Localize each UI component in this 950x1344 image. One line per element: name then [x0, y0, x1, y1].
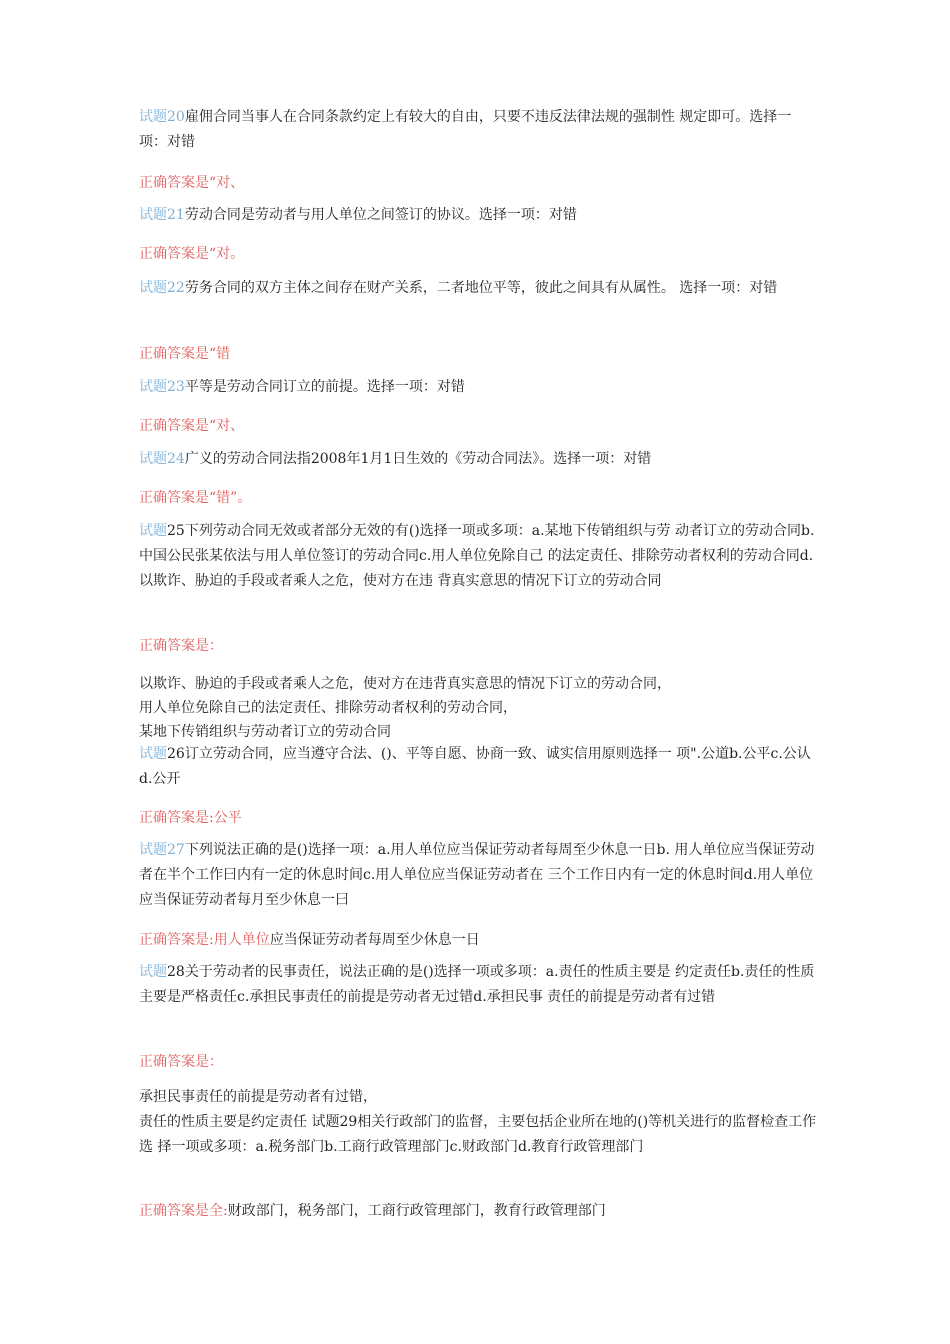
- question-label: 试题: [139, 964, 167, 980]
- question-text: 25下列劳动合同无效或者部分无效的有()选择一项或多项：a.某地下传销组织与劳 动者订立的劳动合同b.中国公民张某依法与用人单位签订的劳动合同c.用人单位免除自己 的法定责任、排除劳动者权利的劳动合同d.以欺诈、胁迫的手段或者乘人之危，使对方在违 背真实意思的情况下订立的劳动合同: [139, 523, 815, 589]
- question-label: 试题24: [139, 451, 185, 467]
- question-22: [139, 276, 817, 301]
- question-label: 试题21: [139, 207, 185, 223]
- question-label: 试题: [139, 746, 167, 762]
- answer-label: 正确答案是“对。: [139, 246, 245, 262]
- question-text: 雇佣合同当事人在合同条款约定上有较大的自由，只要不违反法律法规的强制性 规定即可。选择一项：对错: [139, 109, 792, 150]
- question-28: [139, 960, 817, 1010]
- answer-label: 正确答案是“错”。: [139, 490, 252, 506]
- question-21: [139, 203, 817, 228]
- question-20: [139, 105, 817, 155]
- answer-28-line-1: 承担民事责任的前提是劳动者有过错，: [139, 1089, 377, 1105]
- question-label: 试题23: [139, 379, 185, 395]
- question-text: 28关于劳动者的民事责任，说法正确的是()选择一项或多项：a.责任的性质主要是 约定责任b.责任的性质主要是严格责任c.承担民事责任的前提是劳动者无过错d.承担民事 责任的前提是劳动者有过错: [139, 964, 815, 1005]
- answer-label: 正确答案是:公平: [139, 810, 242, 826]
- answer-label: 正确答案是全:: [139, 1203, 228, 1219]
- answer-25-line-3: 某地下传销组织与劳动者订立的劳动合同: [139, 724, 391, 740]
- question-label: 试题20: [139, 109, 185, 125]
- answer-27: [139, 928, 817, 953]
- question-text: 广义的劳动合同法指2008年1月1日生效的《劳动合同法》。选择一项：对错: [184, 451, 652, 467]
- question-label: 试题: [139, 523, 167, 539]
- question-text: 劳务合同的双方主体之间存在财产关系，二者地位平等，彼此之间具有从属性。 选择一项：对错: [184, 280, 778, 296]
- question-26: [139, 742, 817, 792]
- answer-25-line-2: 用人单位免除自己的法定责任、排除劳动者权利的劳动合同，: [139, 700, 517, 716]
- answer-28-line-2-and-question-29: 责任的性质主要是约定责任 试题29相关行政部门的监督，主要包括企业所在地的()等机关进行的监督检查工作选 择一项或多项：a.税务部门b.工商行政管理部门c.财政部门d.教育行政管理部门: [139, 1114, 817, 1155]
- question-27: [139, 838, 817, 913]
- answer-label: 正确答案是“对、: [139, 175, 245, 191]
- answer-23: [139, 414, 817, 439]
- answer-label: 正确答案是：: [139, 638, 223, 654]
- answer-26: [139, 806, 817, 831]
- question-24: [139, 447, 817, 472]
- answer-28: [139, 1050, 817, 1075]
- question-23: [139, 375, 817, 400]
- answer-22: [139, 342, 817, 367]
- answer-21: [139, 242, 817, 267]
- question-text: 26订立劳动合同，应当遵守合法、()、平等自愿、协商一致、诚实信用原则选择一 项".公道b.公平c.公认d.公开: [139, 746, 811, 787]
- answer-29: [139, 1199, 817, 1224]
- answer-text: 财政部门，税务部门，工商行政管理部门，教育行政管理部门: [227, 1203, 606, 1219]
- question-text: 劳动合同是劳动者与用人单位之间签订的协议。选择一项：对错: [184, 207, 577, 223]
- answer-label: 正确答案是：: [139, 1054, 223, 1070]
- answer-25: [139, 634, 817, 659]
- answer-24: [139, 486, 817, 511]
- question-25: [139, 519, 817, 594]
- answer-label: 正确答案是“对、: [139, 418, 245, 434]
- answer-text: 应当保证劳动者每周至少休息一日: [269, 932, 480, 948]
- answer-label: 正确答案是:用人单位: [139, 932, 270, 948]
- question-label: 试题22: [139, 280, 185, 296]
- answer-20: [139, 171, 817, 196]
- question-text: 平等是劳动合同订立的前提。选择一项：对错: [184, 379, 465, 395]
- answer-25-line-1: 以欺诈、胁迫的手段或者乘人之危，使对方在违背真实意思的情况下订立的劳动合同，: [139, 676, 671, 692]
- answer-label: 正确答案是“错: [139, 346, 231, 362]
- question-text: 下列说法正确的是()选择一项：a.用人单位应当保证劳动者每周至少休息一日b. 用人单位应当保证劳动者在半个工作曰内有一定的休息时间c.用人单位应当保证劳动者在 三个工作日内有一定的休息时间d.用人单位应当保证劳动者每月至少休息一曰: [139, 842, 815, 908]
- question-label: 试题27: [139, 842, 185, 858]
